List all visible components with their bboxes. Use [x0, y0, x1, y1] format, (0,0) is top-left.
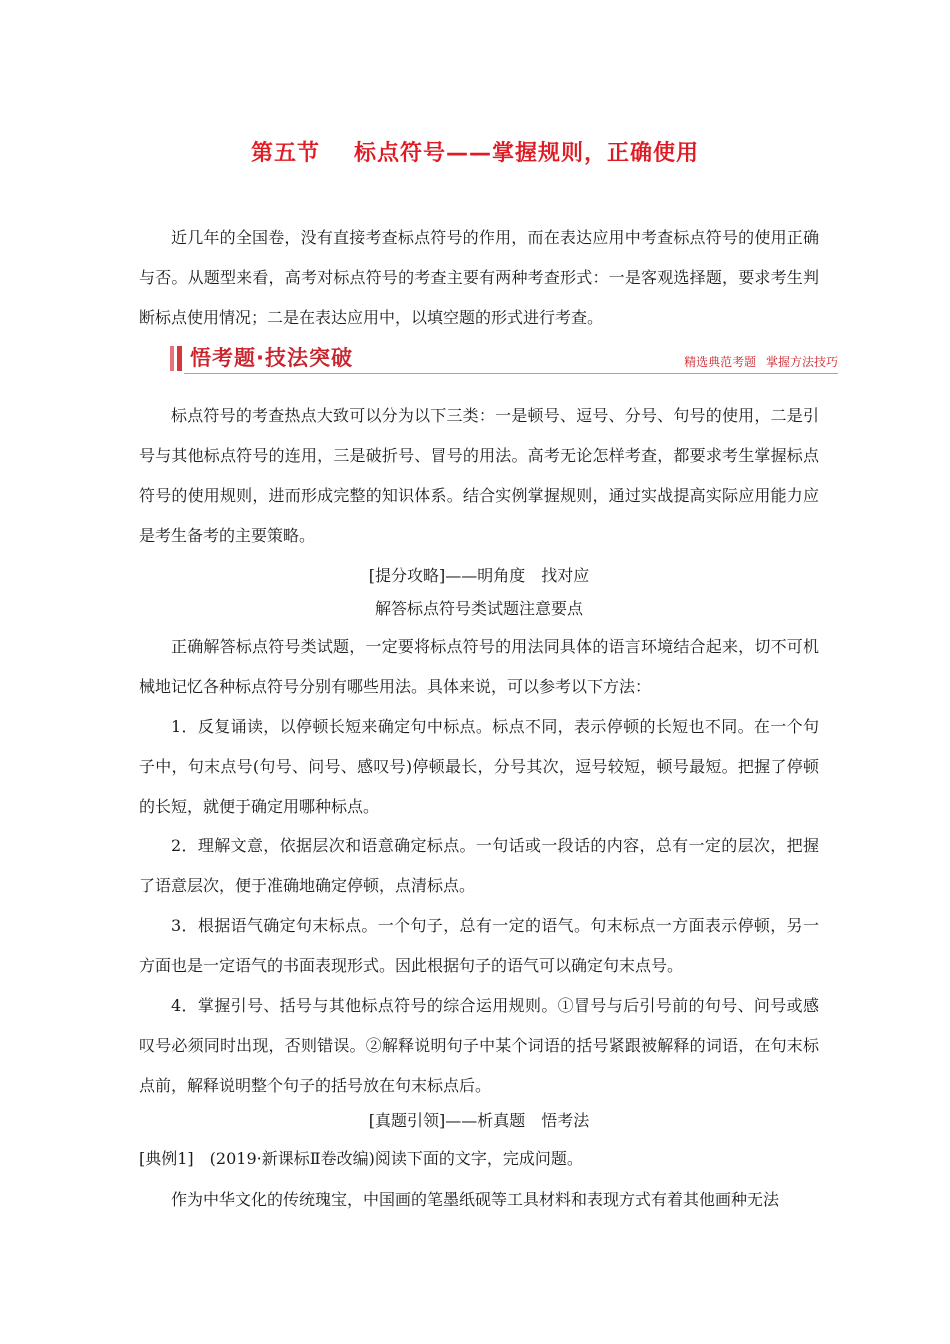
strategy-subheading: 解答标点符号类试题注意要点: [374, 599, 583, 618]
intro-paragraph: 近几年的全国卷，没有直接考查标点符号的作用，而在表达应用中考查标点符号的使用正确与否。从题型来看，高考对标点符号的考查主要有两种考查形式：一是客观选择题，要求考生判断标点使用情况；二是在表达应用中，以填空题的形式进行考查。: [139, 228, 819, 327]
section-number: 第五节: [250, 141, 320, 166]
hotspots-paragraph: 标点符号的考查热点大致可以分为以下三类：一是顿号、逗号、分号、句号的使用，二是引号与其他标点符号的连用，三是破折号、冒号的用法。高考无论怎样考查，都要求考生掌握标点符号的使用规则，进而形成完整的知识体系。结合实例掌握规则，通过实战提高实际应用能力应是考生备考的主要策略。: [139, 406, 819, 545]
section-banner: [170, 344, 838, 374]
example-heading: [真题引领]——析真题 悟考法: [368, 1111, 590, 1130]
banner-rule: [184, 373, 838, 374]
strategy-intro: 正确解答标点符号类试题，一定要将标点符号的用法同具体的语言环境结合起来，切不可机械地记忆各种标点符号分别有哪些用法。具体来说，可以参考以下方法：: [139, 637, 819, 696]
page-title: [0, 136, 950, 167]
method-item: 4．掌握引号、括号与其他标点符号的综合运用规则。①冒号与后引号前的句号、问号或感叹号必须同时出现，否则错误。②解释说明句子中某个词语的括号紧跟被解释的词语，在句末标点前，解释说明整个句子的括号放在句末标点后。: [139, 996, 819, 1095]
method-item: 1．反复诵读，以停顿长短来确定句中标点。标点不同，表示停顿的长短也不同。在一个句子中，句末点号(句号、问号、感叹号)停顿最长，分号其次，逗号较短，顿号最短。把握了停顿的长短，就便于确定用哪种标点。: [139, 717, 819, 816]
strategy-heading: [提分攻略]——明角度 找对应: [368, 566, 590, 585]
banner-title: 悟考题·技法突破: [190, 346, 353, 370]
example-label: [典例1] (2019·新课标Ⅱ卷改编)阅读下面的文字，完成问题。: [139, 1149, 583, 1168]
example-text: 作为中华文化的传统瑰宝，中国画的笔墨纸砚等工具材料和表现方式有着其他画种无法: [171, 1190, 780, 1209]
banner-bars: [170, 346, 184, 371]
method-item: 3．根据语气确定句末标点。一个句子，总有一定的语气。句末标点一方面表示停顿，另一方面也是一定语气的书面表现形式。因此根据句子的语气可以确定句末点号。: [139, 916, 819, 975]
section-heading: 标点符号——掌握规则，正确使用: [354, 141, 700, 166]
banner-subtitle: 精选典范考题 掌握方法技巧: [684, 355, 838, 369]
method-item: 2．理解文意，依据层次和语意确定标点。一句话或一段话的内容，总有一定的层次，把握了语意层次，便于准确地确定停顿，点清标点。: [139, 836, 819, 895]
